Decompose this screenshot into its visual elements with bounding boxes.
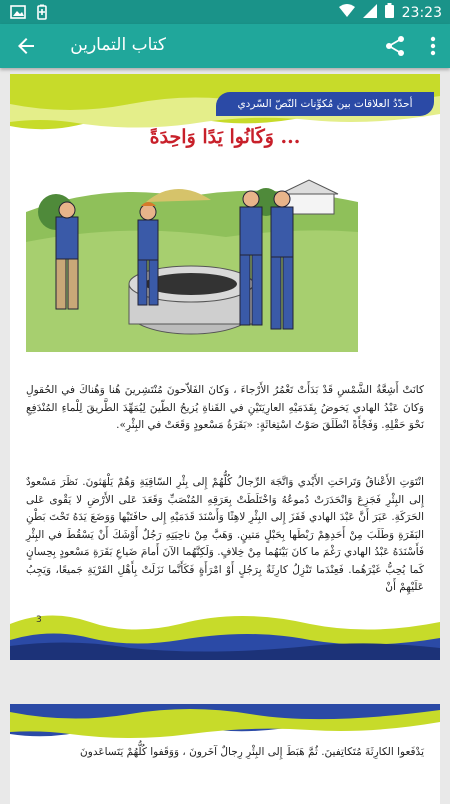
image-icon [10, 4, 26, 24]
battery-saver-icon [34, 4, 50, 24]
lesson-banner: أحدّدُ العلاقات بين مُكوِّنات النّصّ السّردي [216, 92, 434, 116]
story-illustration [26, 172, 358, 352]
more-vert-icon[interactable] [428, 34, 438, 58]
signal-icon [363, 4, 377, 22]
battery-icon [385, 3, 394, 22]
story-paragraph: انْتَوَتِ الأَعْناقُ وَتَراخَتِ الأَيْدي وَاتَّجَهَ الرِّجالُ كُلُّهُمْ إِلى بِئْرِ السّاقِيَةِ وَهُمْ يَلْهَثونَ. نَظَرَ مَسْعودٌ إِلى البِئْرِ فَجَزِعَ وَانْحَدَرَتْ دُموعُهُ وَاخْتَلَطَتْ بِعَرَقِهِ المُنْصَبِّ وَقَعَدَ عَلى الأَرْضِ لا يَقْوى عَلى الحَرَكَةِ. عَبَرَ أَنَّ عَبْدَ الهادي قَفَزَ إِلى البِئْرِ لاهِثًا وَأَسْنَدَ قَدَمَيْهِ إِلى حافَتَيْها وَوَضَعَ يَدَهُ تَحْتَ بَطْنِ البَقَرَةِ وَطَلَبَ مِنْ أَحَدِهِمْ رَبْطَها بِحَبْلٍ مَتينٍ. وَهَبَّ مِنْ ناحِيَتِهِ رَجُلٌ أَوْشَكَ أَنْ يَسْقُطَ في البِئْرِ فَأَسْنَدَهُ عَبْدُ الهادي رَغْمَ ما كانَ بَيْنَهُما مِنْ خِلافٍ. وَلَكِنَّهُما الآنَ أَمامَ ضَياعِ بَقَرَةِ مَسْعودٍ بِحِسانٍ كَما يُحِبُّ غَيْرَهُما. فَعِنْدَما تَنْزِلُ كارِثَةٌ بِرَجُلٍ أَوْ امْرَأَةٍ فَكَأَنَّما نَزَلَتْ بِأَهْلِ القَرْيَةِ جَميعًا، وَيَجِبُ عَلَيْهِمْ أَنْ [26, 476, 424, 593]
status-bar [0, 0, 450, 24]
story-paragraph: كانَتْ أَشِعَّةُ الشَّمْسِ قَدْ بَدَأَتْ تَغْمُرُ الأَرْجاءَ ، وَكانَ الفَلاّحونَ مُنْتَشِرينَ هُنا وَهُناكَ في الحُقولِ وَكانَ عَبْدُ الهادي يَخوضُ بِقَدَمَيْهِ العارِيَتَيْنِ في القَناةِ يُزيحُ الطّينَ لِيُمَهِّدَ الطَّريقَ لِلْماءِ المُنْدَفِعِ نَحْوَ حَقْلِهِ. وَفَجْأَةً انْطَلَقَ صَوْتُ اسْتِغاثَةٍ: «بَقَرَةُ مَسْعودٍ وَقَعَتْ في البِئْرِ». [26, 384, 424, 431]
wifi-icon [339, 4, 355, 22]
app-title: كتاب التمارين [70, 35, 166, 55]
app-bar [0, 24, 450, 68]
page-number: 3 [36, 615, 42, 625]
story-title: ... وَكَانُوا يَدًا وَاحِدَةً [149, 126, 301, 148]
story-paragraph: يَدْفَعوا الكارِثَةَ مُتَكاتِفينَ. ثُمَّ هَبَطَ إِلى البِئْرِ رِجالٌ آخَرونَ ، وَوَقَفوا كُلُّهُمْ يَتَساعَدونَ [80, 746, 424, 758]
arrow-back-icon[interactable] [14, 34, 38, 58]
book-page [10, 74, 440, 660]
share-icon[interactable] [384, 34, 406, 58]
status-time: 23:23 [401, 4, 442, 21]
footer-wave-decoration [10, 594, 440, 660]
header-wave-decoration [10, 74, 440, 164]
book-page-next [10, 704, 440, 804]
